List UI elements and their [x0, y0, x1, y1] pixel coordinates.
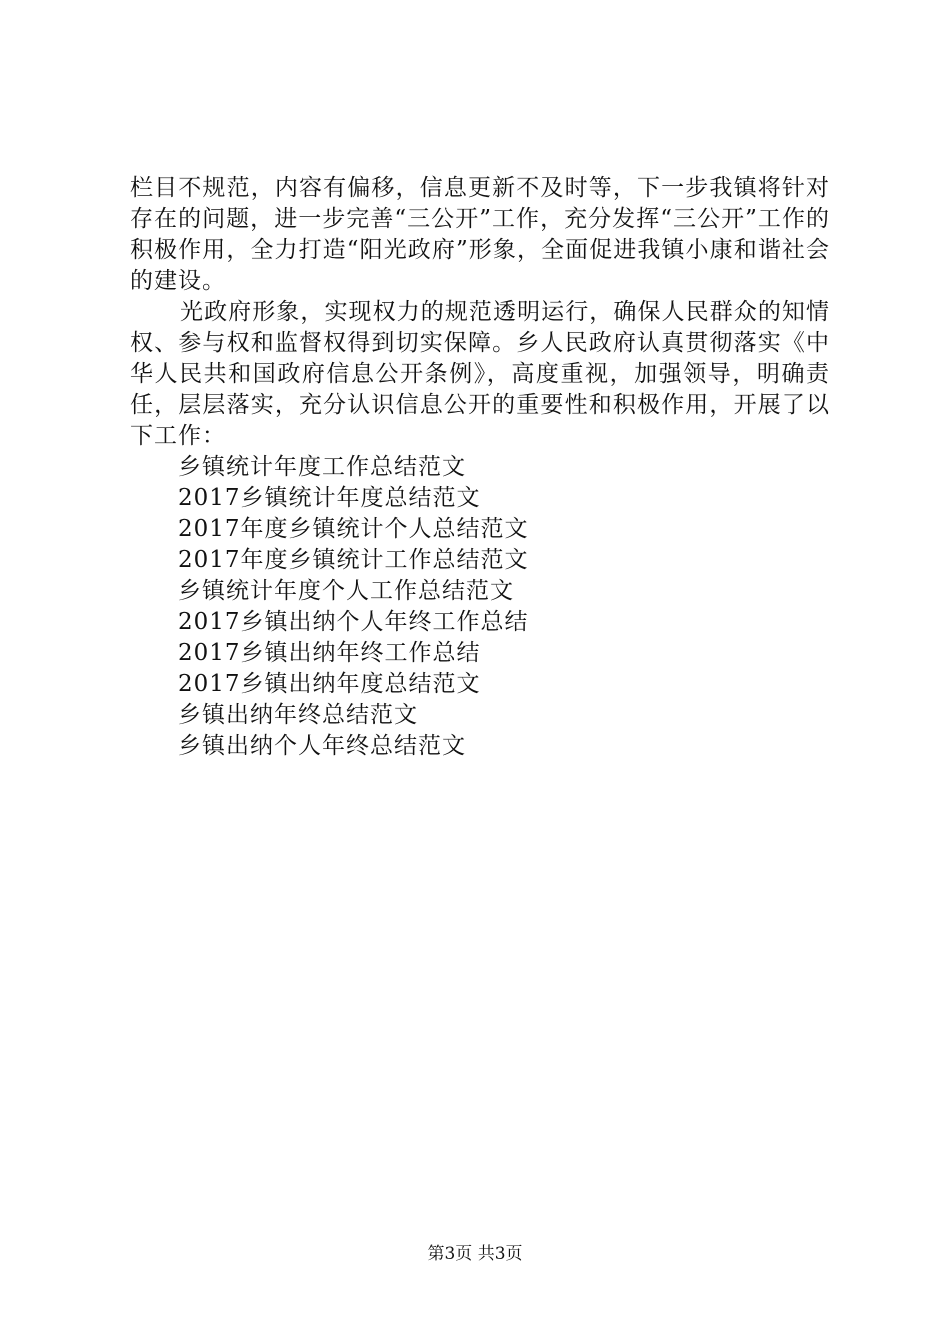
related-article-link[interactable]: 2017年度乡镇统计工作总结范文: [178, 547, 529, 573]
related-article-link[interactable]: 乡镇统计年度工作总结范文: [178, 454, 466, 480]
paragraph-body: 光政府形象，实现权力的规范透明运行，确保人民群众的知情权、参与权和监督权得到切实保障。乡人民政府认真贯彻落实《中华人民共和国政府信息公开条例》，高度重视，加强领导，明确责任，层层落实，充分认识信息公开的重要性和积极作用，开展了以下工作：: [130, 299, 830, 449]
page-number-footer: 第3页 共3页: [427, 1244, 523, 1264]
related-article-link[interactable]: 乡镇统计年度个人工作总结范文: [178, 578, 514, 604]
paragraph-continuation: 栏目不规范，内容有偏移，信息更新不及时等，下一步我镇将针对存在的问题，进一步完善“三公开”工作，充分发挥“三公开”工作的积极作用，全力打造“阳光政府”形象，全面促进我镇小康和谐社会的建设。: [130, 175, 830, 294]
related-article-link[interactable]: 2017年度乡镇统计个人总结范文: [178, 516, 529, 542]
related-articles-list: [130, 452, 830, 762]
related-article-link[interactable]: 乡镇出纳个人年终总结范文: [178, 733, 466, 759]
related-article-link[interactable]: 2017乡镇出纳年终工作总结: [178, 640, 481, 666]
related-article-link[interactable]: 乡镇出纳年终总结范文: [178, 702, 418, 728]
related-article-link[interactable]: 2017乡镇出纳个人年终工作总结: [178, 609, 529, 635]
related-article-link[interactable]: 2017乡镇统计年度总结范文: [178, 485, 481, 511]
document-body: [130, 173, 830, 762]
related-article-link[interactable]: 2017乡镇出纳年度总结范文: [178, 671, 481, 697]
